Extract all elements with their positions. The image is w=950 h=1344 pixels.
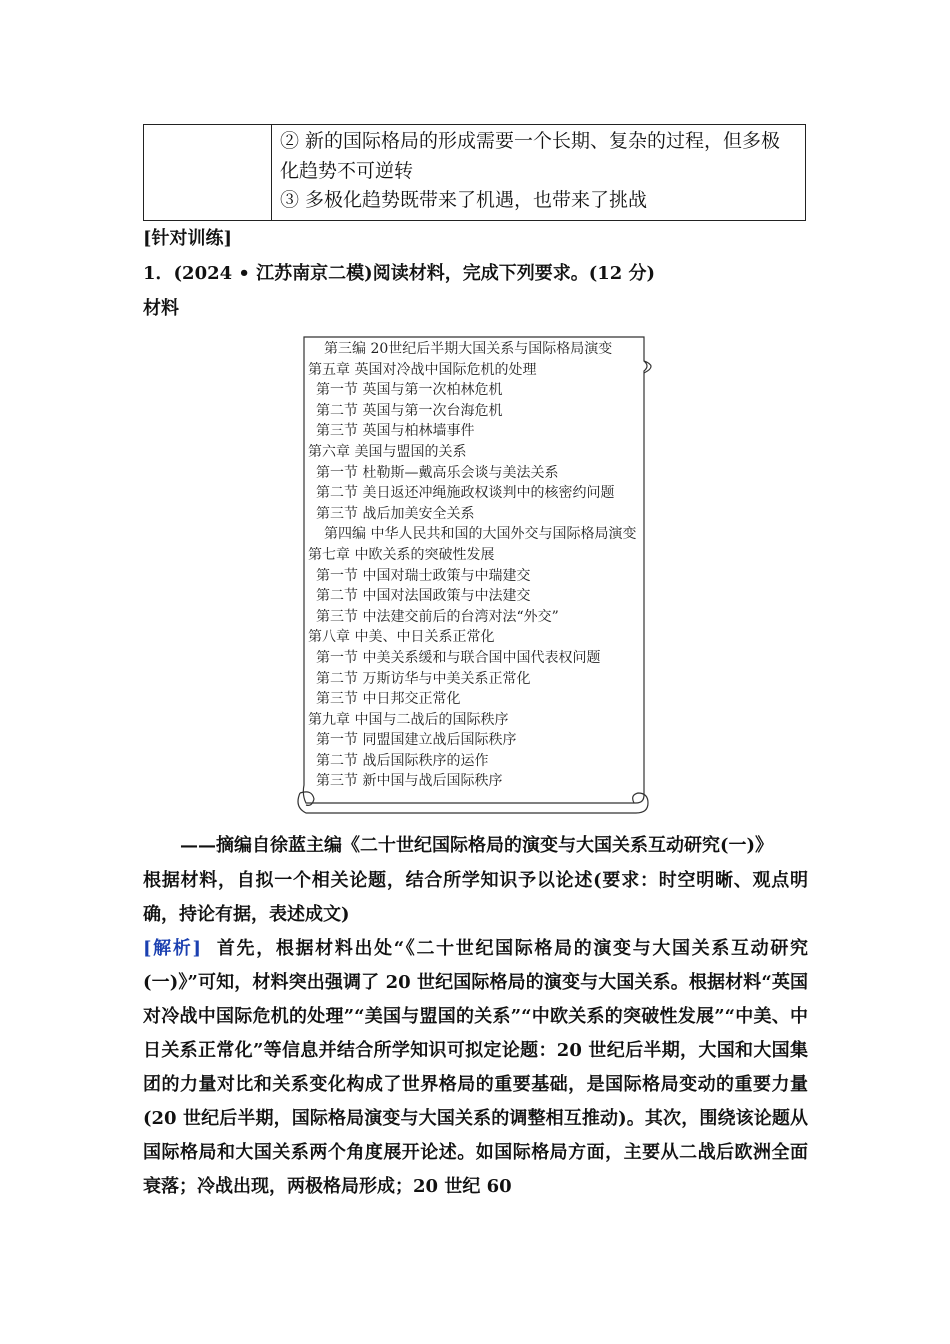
material-scroll [292,333,660,819]
table-left-cell [144,125,272,220]
toc-section: 第一节 英国与第一次柏林危机 [316,382,503,399]
analysis-text: 首先，根据材料出处“《二十世纪国际格局的演变与大国关系互动研究(一)》”可知，材料突出强调了 20 世纪国际格局的演变与大国关系。根据材料“英国对冷战中国际危机的处理”“美国与盟国的关系”“中欧关系的突破性发展”“中美、中日关系正常化”等信息并结合所学知识可拟定论题：20 世纪后半期，大国和大国集团的力量对比和关系变化构成了世界格局的重要基础，是国际格局变动的重要力量(20 世纪后半期，国际格局演变与大国关系的调整相互推动)。其次，围绕该论题从国际格局和大国关系两个角度展开论述。如国际格局方面，主要从二战后欧洲全面衰落；冷战出现，两极格局形成；20 世纪 60 [143,938,808,1197]
toc-section: 第三节 中法建交前后的台湾对法“外交” [316,608,559,625]
training-heading: [针对训练] [143,228,233,249]
toc-section: 第一节 杜勒斯—戴高乐会谈与美法关系 [316,464,559,481]
toc-section: 第三节 中日邦交正常化 [316,691,461,708]
toc-chapter: 第八章 中美、中日关系正常化 [308,629,495,646]
continuation-table [143,124,806,221]
toc-section: 第二节 战后国际秩序的运作 [316,752,489,769]
material-label: 材料 [143,298,179,319]
question-line: 1．(2024 • 江苏南京二模)阅读材料，完成下列要求。(12 分) [143,263,656,284]
question-requirement: 根据材料，自拟一个相关论题，结合所学知识予以论述(要求：时空明晰、观点明确，持论有据，表述成文) [143,870,808,925]
toc-section: 第三节 战后加美安全关系 [316,505,475,522]
table-item-3: ③ 多极化趋势既带来了机遇，也带来了挑战 [280,189,648,211]
toc-section: 第三节 新中国与战后国际秩序 [316,773,503,790]
toc-section: 第三节 英国与柏林墙事件 [316,423,475,440]
toc-section: 第一节 中美关系缓和与联合国中国代表权问题 [316,649,601,666]
material-source: ——摘编自徐蓝主编《二十世纪国际格局的演变与大国关系互动研究(一)》 [180,835,774,856]
toc-section: 第二节 中国对法国政策与中法建交 [316,588,531,605]
analysis-tag: [解析] [143,938,202,959]
toc-chapter: 第七章 中欧关系的突破性发展 [308,546,495,563]
table-item-2-line-2: 化趋势不可逆转 [280,159,414,182]
toc-chapter: 第六章 美国与盟国的关系 [308,443,467,460]
toc-section: 第一节 中国对瑞士政策与中瑞建交 [316,567,531,584]
table-of-contents [308,339,654,792]
toc-section: 第二节 美日返还冲绳施政权谈判中的核密约问题 [316,485,615,502]
toc-section: 第二节 万斯访华与中美关系正常化 [316,670,531,687]
toc-section: 第二节 英国与第一次台海危机 [316,402,503,419]
toc-part: 第四编 中华人民共和国的大国外交与国际格局演变 [324,526,637,543]
toc-chapter: 第九章 中国与二战后的国际秩序 [308,711,509,728]
analysis-paragraph [143,932,808,1204]
toc-chapter: 第五章 英国对冷战中国际危机的处理 [308,361,537,378]
toc-part: 第三编 20世纪后半期大国关系与国际格局演变 [324,341,613,357]
toc-section: 第一节 同盟国建立战后国际秩序 [316,732,517,749]
table-item-2-line-1: ② 新的国际格局的形成需要一个长期、复杂的过程，但多极 [280,130,781,152]
table-right-cell [280,127,800,216]
